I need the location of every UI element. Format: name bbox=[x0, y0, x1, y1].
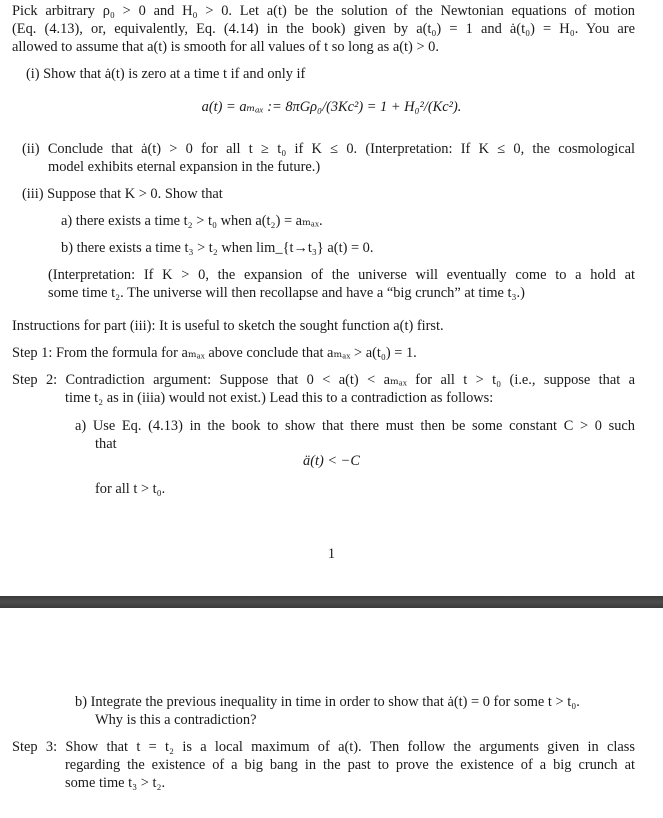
part-iii-a: a) there exists a time t₂ > t₀ when a(t₂) = aₘₐₓ. bbox=[61, 213, 323, 229]
step-2b-line-1: b) Integrate the previous inequality in time in order to show that ȧ(t) = 0 for some t > t₀. bbox=[75, 694, 580, 710]
part-ii-line-1: (ii) Conclude that ȧ(t) > 0 for all t ≥ t₀ if K ≤ 0. (Interpretation: If K ≤ 0, the cosmological bbox=[22, 141, 635, 157]
step-2a-line-2: that bbox=[95, 436, 117, 452]
intro-line-3: allowed to assume that a(t) is smooth for all values of t so long as a(t) > 0. bbox=[12, 39, 439, 55]
step-2-line-2: time t₂ as in (iiia) would not exist.) Lead this to a contradiction as follows: bbox=[65, 390, 494, 406]
step-3-line-3: some time t₃ > t₂. bbox=[65, 775, 166, 791]
part-iii-text: (iii) Suppose that K > 0. Show that bbox=[22, 186, 223, 202]
step-3-line-2: regarding the existence of a big bang in the past to prove the existence of a big crunch at bbox=[65, 757, 635, 773]
interpretation-line-2: some time t₂. The universe will then recollapse and have a “big crunch” at time t₃.) bbox=[48, 285, 525, 301]
interpretation-line-1: (Interpretation: If K > 0, the expansion of the universe will eventually come to a hold at bbox=[48, 267, 635, 283]
step-3-line-1: Step 3: Show that t = t₂ is a local maximum of a(t). Then follow the arguments given in class bbox=[12, 739, 635, 755]
step-1-text: Step 1: From the formula for aₘₐₓ above conclude that aₘₐₓ > a(t₀) = 1. bbox=[12, 345, 417, 361]
equation-a-max: a(t) = aₘₐₓ := 8πGρ₀/(3Kc²) = 1 + H₀²/(Kc²). bbox=[201, 99, 462, 115]
page-separator bbox=[0, 596, 663, 608]
part-i-text: (i) Show that ȧ(t) is zero at a time t if and only if bbox=[26, 66, 306, 82]
step-2-line-1: Step 2: Contradiction argument: Suppose that 0 < a(t) < aₘₐₓ for all t > t₀ (i.e., suppose that a bbox=[12, 372, 635, 388]
for-all-text: for all t > t₀. bbox=[95, 481, 166, 497]
part-ii-line-2: model exhibits eternal expansion in the future.) bbox=[48, 159, 321, 175]
step-2a-line-1: a) Use Eq. (4.13) in the book to show that there must then be some constant C > 0 such bbox=[75, 418, 635, 434]
instructions-text: Instructions for part (iii): It is useful to sketch the sought function a(t) first. bbox=[12, 318, 444, 334]
step-2b-line-2: Why is this a contradiction? bbox=[95, 712, 257, 728]
intro-line-2: (Eq. (4.13), or, equivalently, Eq. (4.14) in the book) given by a(t₀) = 1 and ȧ(t₀) = H₀. You are bbox=[12, 21, 635, 37]
intro-line-1: Pick arbitrary ρ₀ > 0 and H₀ > 0. Let a(t) be the solution of the Newtonian equations of motion bbox=[12, 3, 635, 19]
page-number: 1 bbox=[327, 546, 336, 562]
equation-a-double-dot: ä(t) < −C bbox=[303, 453, 360, 469]
part-iii-b: b) there exists a time t₃ > t₂ when lim_{t→t₃} a(t) = 0. bbox=[61, 240, 374, 256]
